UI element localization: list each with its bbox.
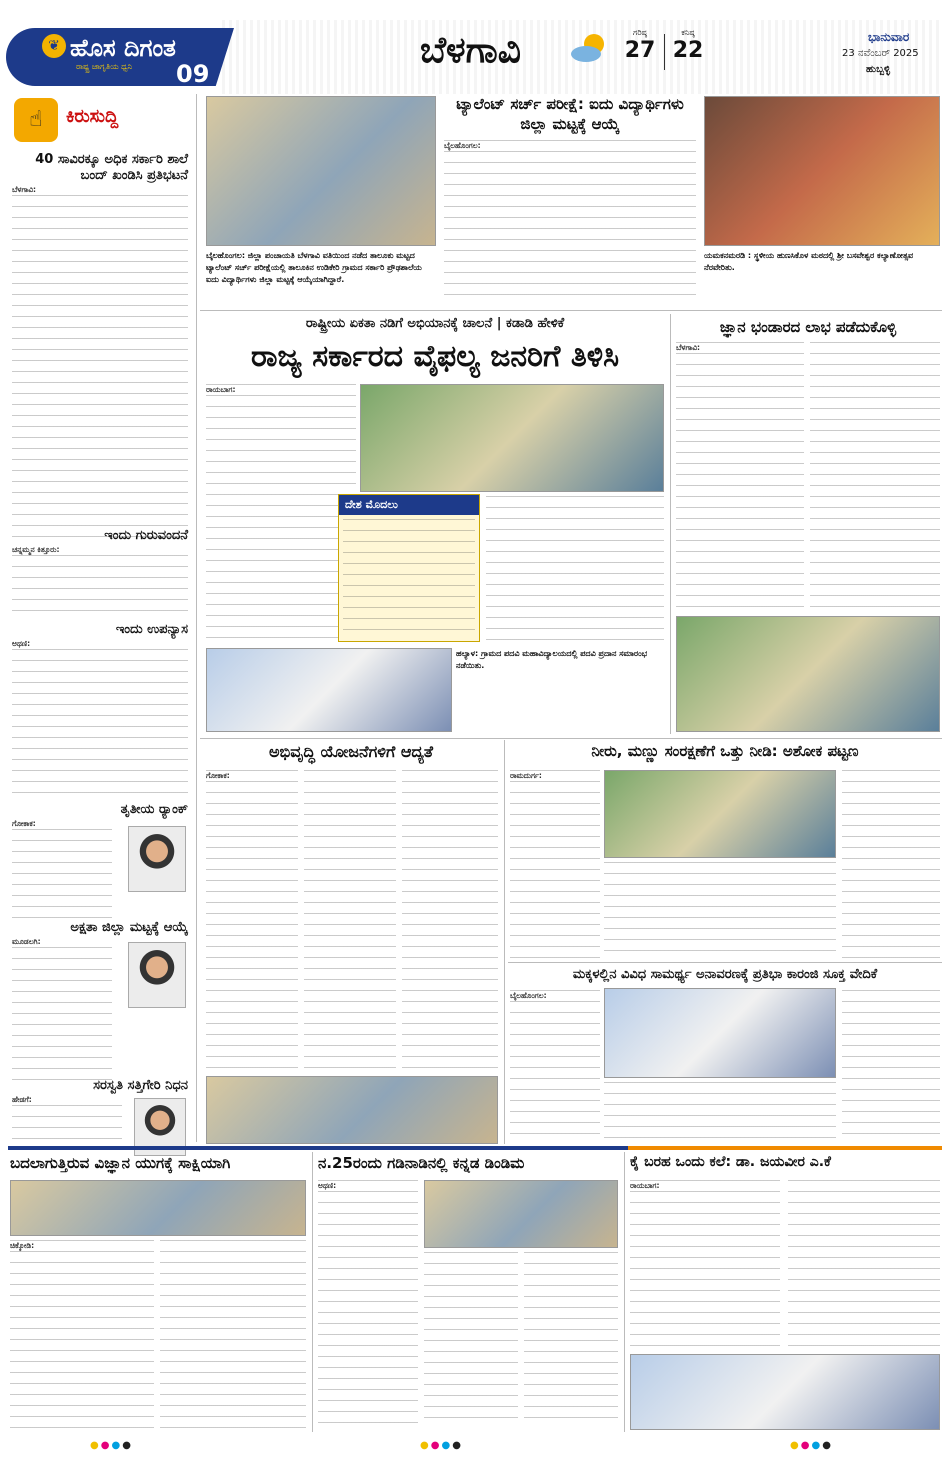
brief-place: ಚನ್ನಮ್ಮನ ಕಿತ್ತೂರು: (12, 545, 60, 554)
max-temp-value: 27 (624, 38, 656, 63)
print-registration-dots: ●●●● (790, 1440, 833, 1451)
sidebar-brief-5 (12, 920, 188, 1081)
student-portrait (128, 942, 186, 1008)
science-expo-photo (10, 1180, 306, 1236)
hand-icon: ☝ (14, 98, 58, 142)
kannada-dindima-headline: ನ.25ರಂದು ಗಡಿನಾಡಿನಲ್ಲಿ ಕನ್ನಡ ಡಿಂಡಿಮ (318, 1154, 525, 1172)
water-soil-body-col1 (510, 770, 600, 960)
temple-event-caption: ಯಮಕನಮರಡಿ : ಸ್ಥಳೀಯ ಹುಣಸಿಕೊಳ ಮಠದಲ್ಲಿ ಶ್ರೀ ಬಸವೇಶ್ವರ ಕಲ್ಯಾಣೋತ್ಸವ ನೆರವೇರಿತು. (704, 251, 914, 272)
development-photo (206, 1076, 498, 1144)
day-label: ಭಾನುವಾರ (868, 30, 910, 44)
mid-column-divider (504, 740, 505, 1144)
print-registration-dots: ●●●● (90, 1440, 133, 1451)
max-temperature (620, 28, 660, 63)
kannada-dindima-body-col2 (424, 1252, 518, 1428)
temp-divider (664, 34, 665, 70)
kannada-dindima-photo (424, 1180, 618, 1248)
kannada-dindima-body-col3 (524, 1252, 618, 1428)
box-title: ದೇಶ ಮೊದಲು (339, 495, 479, 515)
knowledge-place: ಬೆಳಗಾವಿ: (676, 343, 701, 352)
talent-search-headline: ಟ್ಯಾಲೆಂಟ್ ಸರ್ಚ್ ಪರೀಕ್ಷೆ: ಐದು ವಿದ್ಯಾರ್ಥಿಗಳು ಜಿಲ್ಲಾ ಮಟ್ಟಕ್ಕೆ ಆಯ್ಕೆ (456, 95, 684, 133)
logo-emblem-icon: ❦ (42, 34, 66, 58)
lead-kicker: ರಾಷ್ಟ್ರೀಯ ಏಕತಾ ನಡಿಗೆ ಅಭಿಯಾನಕ್ಕೆ ಚಾಲನೆ | ಕಡಾಡಿ ಹೇಳಿಕೆ (305, 316, 565, 331)
min-temperature (668, 28, 708, 63)
brief-place: ಅಥಣಿ: (12, 639, 31, 648)
development-body-col2 (304, 770, 396, 1072)
bottom-divider-2 (624, 1152, 625, 1432)
science-era-place: ಚಿಕ್ಕೋಡಿ: (10, 1241, 35, 1250)
section-title-kirusuddi: ಕಿರುಸುದ್ದಿ (66, 106, 119, 127)
max-temp-label: ಗರಿಷ್ಠ (633, 28, 647, 37)
water-soil-body-col3 (842, 770, 940, 960)
water-soil-body-col2 (604, 862, 836, 960)
brief-body (12, 947, 112, 1081)
page-number: 09 (176, 60, 210, 88)
handwriting-photo (630, 1354, 940, 1430)
temple-event-photo (704, 96, 940, 246)
talent-search-caption: ಬೈಲಹೊಂಗಲ: ಜಿಲ್ಲಾ ಪಂಚಾಯತಿ ಬೆಳಗಾವಿ ವತಿಯಿಂದ ನಡೆದ ತಾಲೂಕು ಮಟ್ಟದ ಟ್ಯಾಲೆಂಟ್ ಸರ್ಚ್ ಪರೀಕ್ಷೆಯಲ್ಲಿ ತಾಲೂಕಿನ ಉಡಿಕೇರಿ ಗ್ರಾಮದ ಸರ್ಕಾರಿ ಪ್ರೌಢಶಾಲೆಯ ಐದು ವಿದ್ಯಾರ್ಥಿಗಳು ಜಿಲ್ಲಾ ಮಟ್ಟಕ್ಕೆ ಆಯ್ಕೆಯಾಗಿದ್ದಾರೆ. (206, 251, 422, 284)
box-body (343, 519, 475, 639)
water-soil-place: ರಾಮದುರ್ಗ: (510, 771, 542, 780)
talent-search-body (444, 140, 696, 300)
logo-tagline: ರಾಷ್ಟ್ರ ಜಾಗೃತಿಯ ಧ್ವನಿ (76, 62, 133, 71)
brief-headline: ಅಕ್ಷತಾ ಜಿಲ್ಲಾ ಮಟ್ಟಕ್ಕೆ ಆಯ್ಕೆ (70, 920, 188, 935)
brief-headline: ಸರಸ್ವತಿ ಸತ್ತಿಗೇರಿ ನಿಧನ (93, 1078, 188, 1093)
min-temp-label: ಕನಿಷ್ಠ (681, 28, 695, 37)
graduation-caption: ಹಲ್ಯಾಳ: ಗ್ರಾಮದ ಪದವಿ ಮಹಾವಿದ್ಯಾಲಯದಲ್ಲಿ ಪದವಿ ಪ್ರದಾನ ಸಮಾರಂಭ ನಡೆಯಿತು. (456, 649, 648, 670)
talent-search-photo (206, 96, 436, 246)
lead-place: ರಾಯಬಾಗ: (206, 385, 236, 394)
sidebar-brief-1 (12, 152, 188, 545)
water-soil-headline: ನೀರು, ಮಣ್ಣು ಸಂರಕ್ಷಣೆಗೆ ಒತ್ತು ನೀಡಿ: ಅಶೋಕ ಪಟ್ಟಣ (591, 742, 859, 760)
handwriting-headline: ಕೈ ಬರಹ ಒಂದು ಕಲೆ: ಡಾ. ಜಯವೀರ ಎ.ಕೆ (630, 1154, 831, 1170)
kannada-dindima-body-col1 (318, 1180, 418, 1428)
development-body-col1 (206, 770, 298, 1072)
handwriting-body-col2 (788, 1180, 940, 1350)
brief-body (12, 195, 188, 545)
brief-body (12, 649, 188, 799)
desha-modalu-box (338, 494, 480, 642)
brief-place: ಬೆಳಗಾವಿ: (12, 185, 37, 194)
student-portrait (128, 826, 186, 892)
kannada-dindima-place: ಅಥಣಿ: (318, 1181, 337, 1190)
science-era-body-col1 (10, 1240, 154, 1428)
sidebar-brief-2 (12, 528, 188, 617)
lead-headline: ರಾಜ್ಯ ಸರ್ಕಾರದ ವೈಫಲ್ಯ ಜನರಿಗೆ ತಿಳಿಸಿ (250, 339, 620, 374)
pratibha-karanji-body-col3 (842, 990, 940, 1142)
development-place: ಗೋಕಾಕ: (206, 771, 230, 780)
brief-headline: 40 ಸಾವಿರಕ್ಕೂ ಅಧಿಕ ಸರ್ಕಾರಿ ಶಾಲೆ ಬಂದ್ ಖಂಡಿಸಿ ಪ್ರತಿಭಟನೆ (35, 152, 188, 183)
development-headline: ಅಭಿವೃದ್ಧಿ ಯೋಜನೆಗಳಿಗೆ ಆದ್ಯತೆ (268, 742, 434, 761)
water-soil-photo (604, 770, 836, 858)
top-row-divider (200, 310, 942, 311)
knowledge-headline: ಜ್ಞಾನ ಭಂಡಾರದ ಲಾಭ ಪಡೆದುಕೊಳ್ಳಿ (719, 318, 897, 336)
brief-headline: ತೃತೀಯ ರ‍್ಯಾಂಕ್ (120, 802, 188, 817)
pratibha-karanji-place: ಬೈಲಹೊಂಗಲ: (510, 991, 547, 1000)
min-temp-value: 22 (672, 38, 704, 63)
handwriting-place: ರಾಯಬಾಗ: (630, 1181, 660, 1190)
pratibha-karanji-body-col1 (510, 990, 600, 1142)
science-era-body-col2 (160, 1240, 306, 1428)
newspaper-logo: ಹೊಸ ದಿಗಂತ (70, 34, 176, 62)
graduation-photo (206, 648, 452, 732)
brief-body (12, 555, 188, 617)
sidebar-brief-4 (12, 802, 188, 919)
sidebar-brief-6 (12, 1078, 188, 1155)
city-label: ಹುಬ್ಬಳ್ಳಿ (866, 64, 891, 75)
library-event-photo (676, 616, 940, 732)
development-body-col3 (402, 770, 498, 1072)
bottom-blue-bar (8, 1146, 628, 1150)
brief-place: ಮೂಡಲಗಿ: (12, 937, 41, 946)
knowledge-body-col1 (676, 342, 804, 612)
sun-cloud-icon (568, 30, 612, 66)
talent-search-place: ಬೈಲಹೊಂಗಲ: (444, 141, 481, 150)
lead-body-col2 (486, 496, 664, 642)
brief-body (12, 829, 112, 919)
pratibha-karanji-photo (604, 988, 836, 1078)
sidebar-brief-3 (12, 622, 188, 799)
brief-place: ಹೇಡಗೆ: (12, 1095, 32, 1104)
bottom-divider-1 (312, 1152, 313, 1432)
handwriting-body-col1 (630, 1180, 780, 1350)
print-registration-dots: ●●●● (420, 1440, 463, 1451)
lead-right-divider (670, 314, 671, 734)
sidebar-divider (196, 94, 197, 1142)
lead-rally-photo (360, 384, 664, 492)
pratibha-karanji-body-col2 (604, 1082, 836, 1142)
brief-place: ಗೋಕಾಕ: (12, 819, 36, 828)
bottom-orange-bar (628, 1146, 942, 1150)
lead-body-col1 (206, 384, 356, 638)
knowledge-body-col2 (810, 342, 940, 612)
date-label: 23 ನವೆಂಬರ್ 2025 (842, 48, 919, 59)
mid-divider (200, 738, 942, 739)
pratibha-karanji-headline: ಮಕ್ಕಳಲ್ಲಿನ ವಿವಿಧ ಸಾಮರ್ಥ್ಯ ಅನಾವರಣಕ್ಕೆ ಪ್ರತಿಭಾ ಕಾರಂಜಿ ಸೂಕ್ತ ವೇದಿಕೆ (508, 962, 942, 982)
brief-headline: ಇಂದು ಗುರುವಂದನೆ (104, 528, 188, 543)
brief-headline: ಇಂದು ಉಪನ್ಯಾಸ (115, 622, 188, 637)
edition-title: ಬೆಳಗಾವಿ (420, 30, 521, 71)
science-era-headline: ಬದಲಾಗುತ್ತಿರುವ ವಿಜ್ಞಾನ ಯುಗಕ್ಕೆ ಸಾಕ್ಷಿಯಾಗಿ (10, 1154, 231, 1172)
